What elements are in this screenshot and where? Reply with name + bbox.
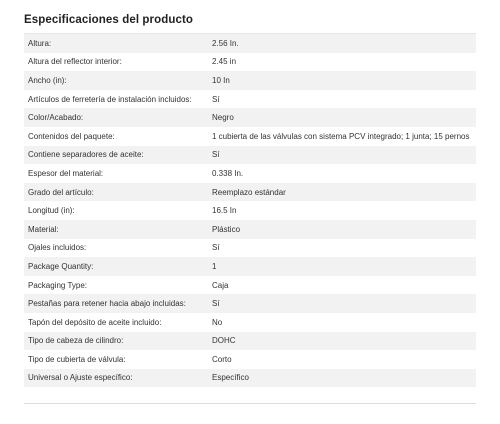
spec-row [24,146,476,165]
spec-row [24,90,476,109]
spec-label: Pestañas para retener hacia abajo incluidas: [28,299,186,309]
spec-value: 10 In [212,75,230,85]
spec-row [24,183,476,202]
product-specifications-section [24,0,476,387]
specs-table [24,33,476,387]
spec-row [24,239,476,258]
spec-value: Sí [212,243,220,253]
spec-label: Grado del artículo: [28,187,94,197]
spec-value: Sí [212,150,220,160]
spec-label: Altura: [28,38,52,48]
spec-row [24,369,476,388]
spec-row [24,53,476,72]
spec-value: Reemplazo estándar [212,187,286,197]
spec-label: Ancho (in): [28,75,67,85]
spec-value: Caja [212,280,229,290]
spec-value: 0.338 In. [212,168,244,178]
section-title: Especificaciones del producto [24,14,194,26]
section-divider [24,403,476,404]
spec-value: No [212,317,223,327]
spec-label: Espesor del material: [28,168,104,178]
spec-label: Packaging Type: [28,280,88,290]
spec-row [24,313,476,332]
spec-label: Longitud (in): [28,206,75,216]
spec-value: Plástico [212,224,241,234]
spec-label: Universal o Ajuste específico: [28,373,133,383]
spec-value: Sí [212,94,220,104]
spec-value: 2.56 In. [212,38,239,48]
spec-value: Específico [212,373,249,383]
spec-value: 1 cubierta de las válvulas con sistema PCV integrado; 1 junta; 15 pernos [212,131,470,141]
spec-label: Artículos de ferretería de instalación incluidos: [28,94,192,104]
spec-row [24,332,476,351]
spec-label: Tapón del depósito de aceite incluido: [28,317,162,327]
spec-row [24,294,476,313]
spec-row [24,127,476,146]
spec-row [24,71,476,90]
spec-value: Negro [212,113,234,123]
spec-row [24,164,476,183]
spec-value: Corto [212,354,232,364]
spec-label: Ojales incluidos: [28,243,87,253]
spec-row [24,34,476,53]
spec-row [24,257,476,276]
spec-label: Altura del reflector interior: [28,57,122,67]
spec-row [24,350,476,369]
spec-value: 2.45 in [212,57,237,67]
spec-row [24,201,476,220]
spec-value: 16.5 In [212,206,237,216]
spec-row [24,108,476,127]
spec-label: Tipo de cubierta de válvula: [28,354,126,364]
spec-value: Sí [212,299,220,309]
spec-label: Tipo de cabeza de cilindro: [28,336,124,346]
spec-row [24,220,476,239]
spec-label: Color/Acabado: [28,113,84,123]
spec-row [24,276,476,295]
spec-label: Material: [28,224,59,234]
spec-value: DOHC [212,336,236,346]
spec-label: Package Quantity: [28,261,94,271]
spec-label: Contiene separadores de aceite: [28,150,144,160]
spec-label: Contenidos del paquete: [28,131,115,141]
spec-value: 1 [212,261,217,271]
